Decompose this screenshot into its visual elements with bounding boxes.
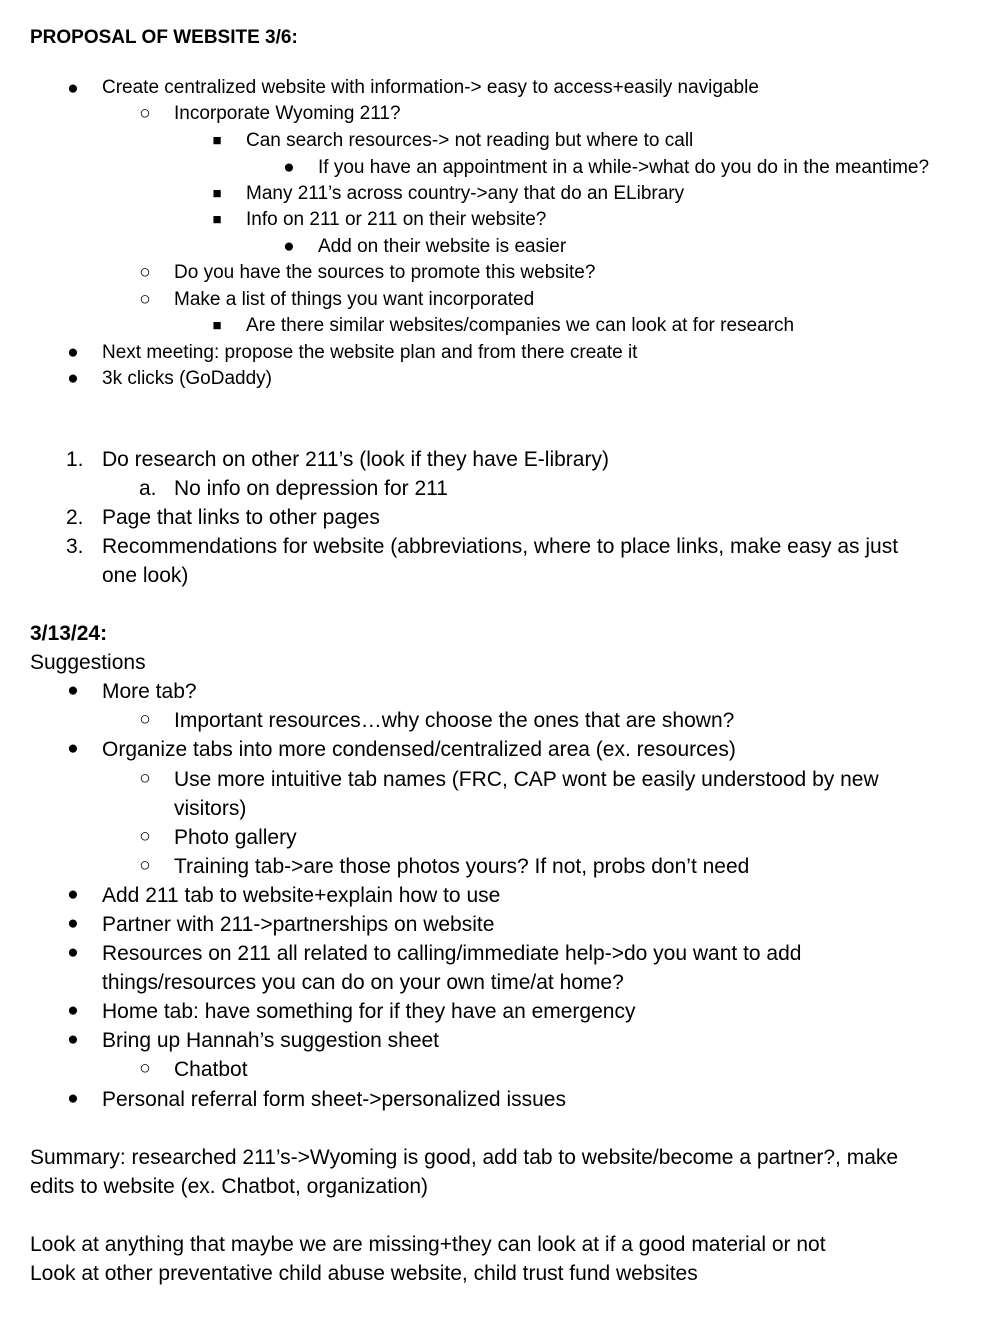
list-item: Organize tabs into more condensed/centralized area (ex. resources) bbox=[102, 738, 736, 761]
section-heading: Suggestions bbox=[30, 651, 146, 674]
closing-line: Look at other preventative child abuse website, child trust fund websites bbox=[30, 1262, 698, 1285]
summary-line: edits to website (ex. Chatbot, organization) bbox=[30, 1175, 429, 1198]
list-item: Many 211’s across country->any that do an ELibrary bbox=[246, 183, 685, 204]
bullet-disc: ● bbox=[283, 157, 295, 178]
list-item: Partner with 211->partnerships on website bbox=[102, 913, 495, 936]
list-item-continued: things/resources you can do on your own time/at home? bbox=[102, 971, 624, 994]
list-item: More tab? bbox=[102, 680, 197, 703]
bullet-square: ■ bbox=[212, 132, 222, 149]
summary-line: Summary: researched 211’s->Wyoming is good, add tab to website/become a partner?, make bbox=[30, 1146, 899, 1169]
list-item: Add 211 tab to website+explain how to use bbox=[102, 884, 501, 907]
list-number: 2. bbox=[66, 506, 84, 529]
list-item: If you have an appointment in a while->what do you do in the meantime? bbox=[318, 157, 930, 178]
page-title: PROPOSAL OF WEBSITE 3/6: bbox=[30, 27, 298, 48]
bullet-circle: ○ bbox=[139, 826, 151, 847]
list-item: Do research on other 211’s (look if they have E-library) bbox=[102, 448, 609, 471]
bullet-disc: ● bbox=[67, 368, 79, 389]
list-number: 3. bbox=[66, 535, 84, 558]
list-item: Recommendations for website (abbreviations, where to place links, make easy as just bbox=[102, 535, 899, 558]
bullet-square: ■ bbox=[212, 185, 222, 202]
list-item: Are there similar websites/companies we can look at for research bbox=[246, 315, 795, 336]
bullet-square: ■ bbox=[212, 317, 222, 334]
bullet-circle: ○ bbox=[139, 768, 151, 789]
list-item: Info on 211 or 211 on their website? bbox=[246, 209, 547, 230]
list-letter: a. bbox=[139, 477, 157, 500]
list-item: Personal referral form sheet->personalized issues bbox=[102, 1088, 566, 1111]
list-item: Add on their website is easier bbox=[318, 236, 567, 257]
bullet-disc: ● bbox=[67, 342, 79, 363]
bullet-disc: ● bbox=[67, 884, 79, 905]
list-item: Next meeting: propose the website plan and from there create it bbox=[102, 342, 638, 363]
list-item: Do you have the sources to promote this website? bbox=[174, 262, 596, 283]
list-item: Create centralized website with information-> easy to access+easily navigable bbox=[102, 77, 759, 98]
section-date: 3/13/24: bbox=[30, 622, 108, 645]
list-number: 1. bbox=[66, 448, 84, 471]
list-item: Training tab->are those photos yours? If not, probs don’t need bbox=[174, 855, 750, 878]
bullet-disc: ● bbox=[67, 680, 79, 701]
bullet-circle: ○ bbox=[139, 103, 151, 124]
list-item: Bring up Hannah’s suggestion sheet bbox=[102, 1029, 440, 1052]
bullet-circle: ○ bbox=[139, 709, 151, 730]
bullet-circle: ○ bbox=[139, 1058, 151, 1079]
list-item: Page that links to other pages bbox=[102, 506, 380, 529]
bullet-circle: ○ bbox=[139, 289, 151, 310]
list-item: Incorporate Wyoming 211? bbox=[174, 103, 401, 124]
bullet-square: ■ bbox=[212, 211, 222, 228]
bullet-circle: ○ bbox=[139, 262, 151, 283]
bullet-circle: ○ bbox=[139, 855, 151, 876]
list-item: No info on depression for 211 bbox=[174, 477, 448, 500]
list-item: Can search resources-> not reading but where to call bbox=[246, 130, 694, 151]
list-item-continued: visitors) bbox=[174, 797, 247, 820]
list-item: Photo gallery bbox=[174, 826, 297, 849]
bullet-disc: ● bbox=[283, 236, 295, 257]
bullet-disc: ● bbox=[67, 1000, 79, 1021]
list-item: Make a list of things you want incorporated bbox=[174, 289, 535, 310]
closing-line: Look at anything that maybe we are missing+they can look at if a good material or not bbox=[30, 1233, 826, 1256]
list-item: 3k clicks (GoDaddy) bbox=[102, 368, 272, 389]
list-item: Home tab: have something for if they have an emergency bbox=[102, 1000, 636, 1023]
bullet-disc: ● bbox=[67, 942, 79, 963]
list-item: Use more intuitive tab names (FRC, CAP wont be easily understood by new bbox=[174, 768, 879, 791]
bullet-disc: ● bbox=[67, 1088, 79, 1109]
list-item: Resources on 211 all related to calling/immediate help->do you want to add bbox=[102, 942, 802, 965]
bullet-disc: ● bbox=[67, 1029, 79, 1050]
list-item: Important resources…why choose the ones that are shown? bbox=[174, 709, 735, 732]
bullet-disc: ● bbox=[67, 738, 79, 759]
bullet-disc: ● bbox=[67, 913, 79, 934]
list-item: Chatbot bbox=[174, 1058, 248, 1081]
bullet-disc: ● bbox=[67, 78, 79, 99]
list-item-continued: one look) bbox=[102, 564, 189, 587]
